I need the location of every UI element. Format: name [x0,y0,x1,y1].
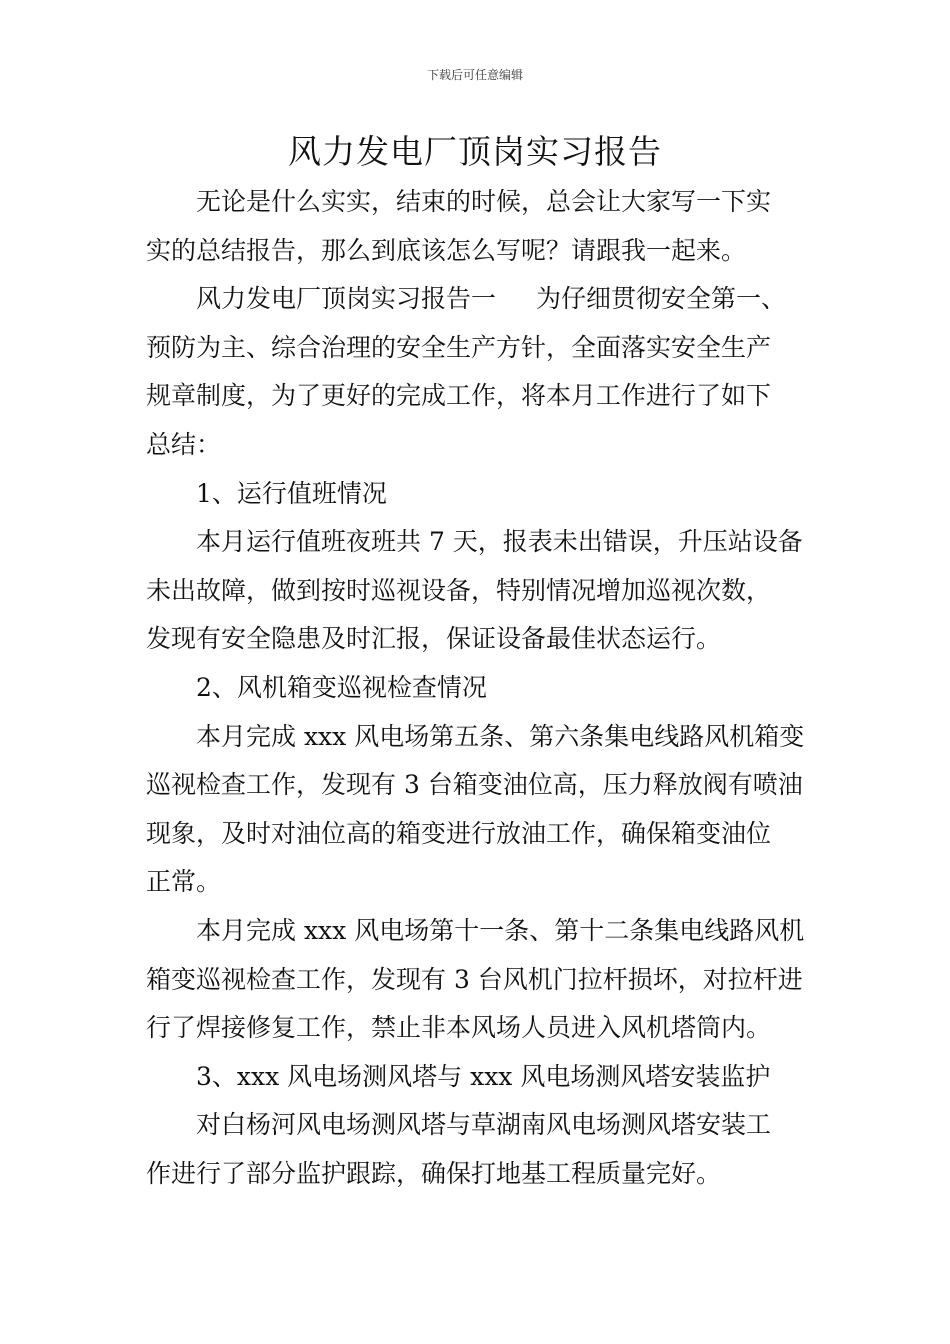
paragraph-line: 对白杨河风电场测风塔与草湖南风电场测风塔安装工 [196,1110,772,1140]
paragraph-line: 发现有安全隐患及时汇报，保证设备最佳状态运行。 [146,624,722,654]
paragraph-line: 本月运行值班夜班共 7 天，报表未出错误，升压站设备 [196,527,803,557]
paragraph-line [146,275,826,324]
document-title: 风力发电厂顶岗实习报告 [288,132,662,171]
paragraph-line: 实的总结报告，那么到底该怎么写呢？请跟我一起来。 [146,235,747,265]
header-note: 下载后可任意编辑 [426,68,523,82]
section-heading: 3、xxx 风电场测风塔与 xxx 风电场测风塔安装监护 [196,1061,771,1091]
paragraph-line: 行了焊接修复工作，禁止非本风场人员进入风机塔筒内。 [146,1013,772,1043]
paragraph-line: 本月完成 xxx 风电场第五条、第六条集电线路风机箱变 [196,721,805,751]
document-body [146,178,826,1198]
paragraph-line: 无论是什么实实，结束的时候，总会让大家写一下实 [196,187,772,216]
paragraph-line: 未出故障，做到按时巡视设备，特别情况增加巡视次数， [146,575,772,605]
paragraph-line: 作进行了部分监护跟踪，确保打地基工程质量完好。 [146,1158,722,1188]
paragraph-line: 本月完成 xxx 风电场第十一条、第十二条集电线路风机 [196,915,805,945]
paragraph-line: 巡视检查工作，发现有 3 台箱变油位高，压力释放阀有喷油 [146,770,803,800]
section-heading: 1、运行值班情况 [196,478,387,508]
paragraph-line: 箱变巡视检查工作，发现有 3 台风机门拉杆损坏，对拉杆进 [146,964,803,994]
paragraph-text: 为仔细贯彻安全第一、 [536,284,787,314]
paragraph-line: 正常。 [146,867,222,897]
section-heading: 2、风机箱变巡视检查情况 [196,672,487,702]
paragraph-line: 总结： [146,429,222,459]
paragraph-line: 规章制度，为了更好的完成工作，将本月工作进行了如下 [146,381,772,411]
paragraph-line: 现象，及时对油位高的箱变进行放油工作，确保箱变油位 [146,818,772,848]
paragraph-line: 预防为主、综合治理的安全生产方针，全面落实安全生产 [146,332,772,362]
report-subtitle: 风力发电厂顶岗实习报告一 [196,284,497,314]
